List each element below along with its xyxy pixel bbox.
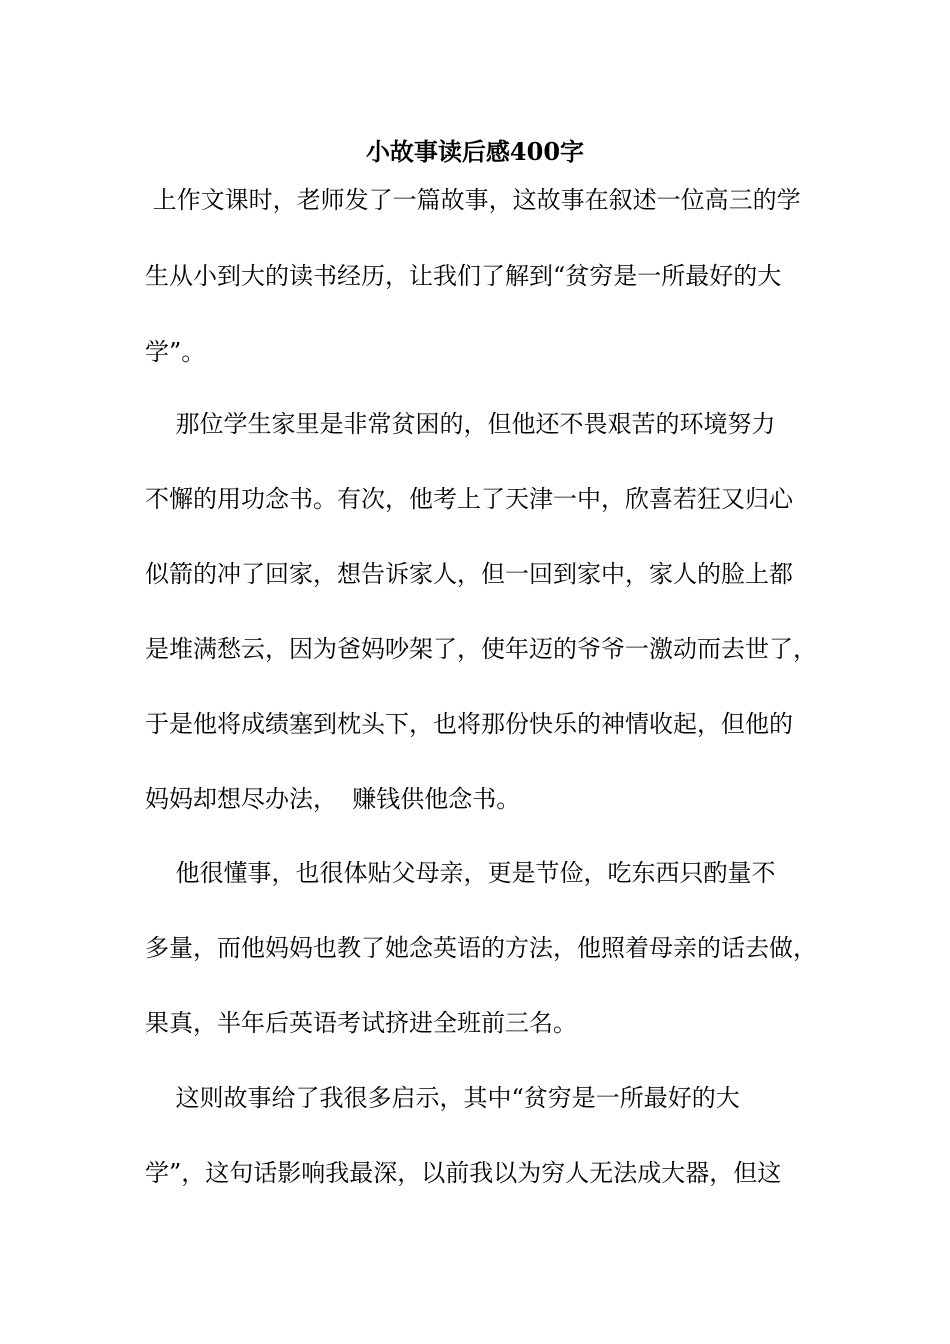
page-title: 小故事读后感400字 [365,137,585,166]
paragraph-line: 这则故事给了我很多启示，其中“贫穷是一所最好的大 [145,1084,740,1112]
paragraph-line: 是堆满愁云，因为爸妈吵架了，使年迈的爷爷一激动而去世了， [145,635,817,663]
paragraph-line: 他很懂事，也很体贴父母亲，更是节俭，吃东西只酌量不 [145,859,776,887]
paragraph-line: 学”，这句话影响我最深，以前我以为穷人无法成大器，但这 [145,1159,782,1187]
paragraph-line: 妈妈却想尽办法， 赚钱供他念书。 [145,785,521,813]
paragraph-line: 不懈的用功念书。有次，他考上了天津一中，欣喜若狂又归心 [145,485,793,513]
paragraph-line: 上作文课时，老师发了一篇故事，这故事在叙述一位高三的学 [145,186,801,214]
paragraph-line: 那位学生家里是非常贫困的，但他还不畏艰苦的环境努力 [145,410,776,438]
paragraph-line: 果真，半年后英语考试挤进全班前三名。 [145,1009,577,1037]
paragraph-line: 多量，而他妈妈也教了她念英语的方法，他照着母亲的话去做， [145,934,817,962]
paragraph-line: 似箭的冲了回家，想告诉家人，但一回到家中，家人的脸上都 [145,560,793,588]
paragraph-line: 学”。 [145,338,206,366]
paragraph-line: 于是他将成绩塞到枕头下，也将那份快乐的神情收起，但他的 [145,710,793,738]
paragraph-line: 生从小到大的读书经历，让我们了解到“贫穷是一所最好的大 [145,262,782,290]
